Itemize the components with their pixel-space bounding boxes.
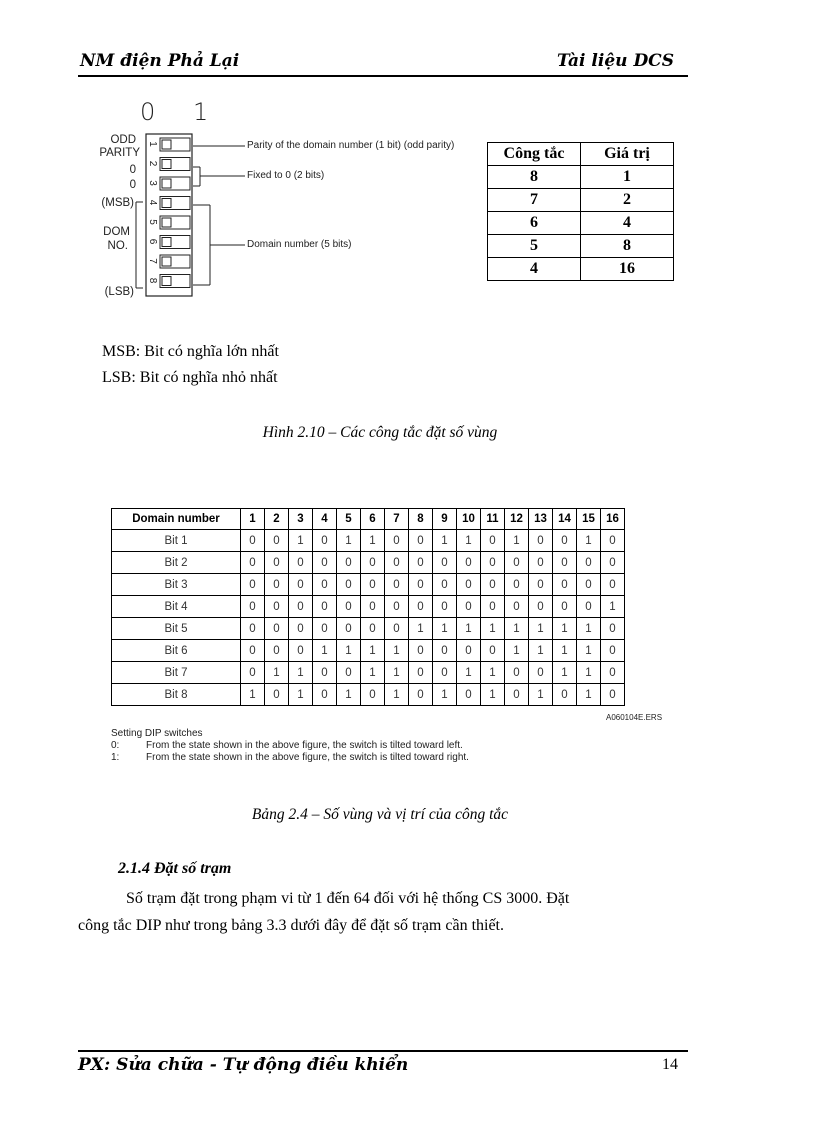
dip-switch-knob [162, 179, 171, 188]
dip-note-text-1: From the state shown in the above figure, the switch is tilted toward right. [146, 752, 469, 763]
bit-value-cell: 0 [577, 574, 601, 596]
bit-label: Bit 4 [112, 596, 241, 618]
bit-value-cell: 0 [385, 574, 409, 596]
bit-value-cell: 0 [505, 684, 529, 706]
domain-column-header: 10 [457, 509, 481, 530]
dip-note-key-0: 0: [111, 740, 120, 751]
table-row [112, 530, 625, 552]
bit-value-cell: 0 [241, 574, 265, 596]
bit-value-cell: 0 [241, 530, 265, 552]
value-cell: 8 [581, 235, 674, 258]
value-header-switch: Công tắc [488, 143, 581, 166]
dip-label-odd: ODD [110, 134, 136, 146]
bit-value-cell: 0 [601, 618, 625, 640]
domain-column-header: 1 [241, 509, 265, 530]
dip-switch-5 [147, 216, 190, 229]
footer-divider [78, 1050, 688, 1052]
dip-switch-number: 2 [147, 160, 158, 167]
bit-value-cell: 1 [553, 618, 577, 640]
bit-value-cell: 1 [361, 662, 385, 684]
bit-value-cell: 1 [361, 640, 385, 662]
bit-value-cell: 0 [601, 530, 625, 552]
table-row [488, 189, 674, 212]
dip-switch-knob [162, 218, 171, 227]
bit-value-cell: 1 [505, 530, 529, 552]
bit-value-cell: 0 [529, 596, 553, 618]
bit-value-cell: 1 [481, 618, 505, 640]
header-right: Tài liệu DCS [557, 51, 674, 71]
bit-value-cell: 0 [505, 552, 529, 574]
bit-value-cell: 0 [265, 552, 289, 574]
dip-switch-knob [162, 277, 171, 286]
domain-number-table [111, 508, 625, 706]
bit-label: Bit 7 [112, 662, 241, 684]
bit-value-cell: 0 [361, 596, 385, 618]
dip-label-zero-2: 0 [129, 179, 136, 191]
bit-value-cell: 0 [361, 574, 385, 596]
dip-label-parity: PARITY [99, 147, 140, 159]
domain-column-header: 7 [385, 509, 409, 530]
domain-column-header: 16 [601, 509, 625, 530]
bit-label: Bit 5 [112, 618, 241, 640]
fixed-annotation: Fixed to 0 (2 bits) [247, 170, 325, 181]
legend-msb: MSB: Bit có nghĩa lớn nhất [102, 343, 279, 360]
dip-note-key-1: 1: [111, 752, 120, 763]
bit-value-cell: 0 [457, 596, 481, 618]
dip-label-no: NO. [107, 240, 128, 252]
bit-value-cell: 0 [361, 684, 385, 706]
header-divider [78, 75, 688, 77]
bit-value-cell: 0 [409, 552, 433, 574]
bit-value-cell: 1 [529, 618, 553, 640]
bit-value-cell: 1 [577, 530, 601, 552]
table-row [112, 684, 625, 706]
dip-label-dom: DOM [103, 226, 130, 238]
figure-code: A060104E.ERS [606, 713, 663, 722]
bit-value-cell: 1 [337, 530, 361, 552]
footer-left: PX: Sửa chữa - Tự động điều khiển [78, 1055, 409, 1075]
bit-value-cell: 0 [409, 574, 433, 596]
dip-switch-graphic [90, 98, 470, 326]
bit-value-cell: 1 [337, 640, 361, 662]
bit-value-cell: 0 [241, 596, 265, 618]
domain-column-header: 6 [361, 509, 385, 530]
bit-value-cell: 0 [241, 662, 265, 684]
domain-column-header: 12 [505, 509, 529, 530]
dip-switch-number: 6 [147, 238, 158, 245]
bit-value-cell: 1 [433, 530, 457, 552]
bit-value-cell: 1 [577, 684, 601, 706]
bit-label: Bit 6 [112, 640, 241, 662]
bit-value-cell: 0 [457, 684, 481, 706]
bit-value-cell: 0 [409, 530, 433, 552]
domain-column-header: 2 [265, 509, 289, 530]
bit-value-cell: 0 [601, 684, 625, 706]
bit-value-cell: 0 [505, 574, 529, 596]
bit-value-cell: 1 [385, 684, 409, 706]
domain-column-header: 15 [577, 509, 601, 530]
bit-value-cell: 1 [361, 530, 385, 552]
bit-value-cell: 1 [553, 662, 577, 684]
bit-value-cell: 0 [433, 552, 457, 574]
bit-value-cell: 0 [409, 662, 433, 684]
bit-value-cell: 0 [241, 552, 265, 574]
bit-value-cell: 0 [553, 684, 577, 706]
value-switch-cell: 4 [488, 258, 581, 281]
dip-switch-number: 3 [147, 180, 158, 186]
bit-label: Bit 8 [112, 684, 241, 706]
bit-value-cell: 0 [265, 574, 289, 596]
bit-value-cell: 0 [265, 596, 289, 618]
bit-value-cell: 0 [241, 640, 265, 662]
table-row [488, 212, 674, 235]
bit-value-cell: 0 [313, 596, 337, 618]
bit-value-cell: 0 [337, 618, 361, 640]
bit-value-cell: 0 [385, 552, 409, 574]
bit-value-cell: 0 [577, 596, 601, 618]
dip-switch-number: 1 [147, 141, 158, 147]
table-caption: Bảng 2.4 – Số vùng và vị trí của công tắc [251, 806, 509, 823]
dip-note-text-0: From the state shown in the above figure, the switch is tilted toward left. [146, 740, 463, 751]
table-row [112, 640, 625, 662]
parity-annotation: Parity of the domain number (1 bit) (odd parity) [247, 140, 455, 151]
bit-value-cell: 1 [289, 662, 313, 684]
dip-switch-7 [147, 255, 190, 268]
value-switch-cell: 5 [488, 235, 581, 258]
bit-value-cell: 0 [313, 662, 337, 684]
figure-caption: Hình 2.10 – Các công tắc đặt số vùng [262, 424, 498, 441]
dip-top-number-1: 1 [193, 98, 209, 126]
domain-column-header: 14 [553, 509, 577, 530]
bit-value-cell: 1 [289, 530, 313, 552]
dip-switch-knob [162, 238, 171, 247]
bit-value-cell: 0 [433, 596, 457, 618]
dip-switch-4 [147, 197, 190, 210]
section-paragraph-line1: Số trạm đặt trong phạm vi từ 1 đến 64 đối với hệ thống CS 3000. Đặt [126, 890, 570, 907]
bit-value-cell: 0 [481, 552, 505, 574]
domain-column-header: 8 [409, 509, 433, 530]
bit-value-cell: 1 [457, 530, 481, 552]
dip-switch-knob [162, 160, 171, 169]
dip-label-msb: (MSB) [101, 197, 134, 209]
bit-value-cell: 1 [457, 662, 481, 684]
bit-value-cell: 0 [385, 530, 409, 552]
bit-value-cell: 1 [505, 618, 529, 640]
dip-switch-number: 8 [147, 277, 158, 284]
bit-value-cell: 0 [481, 574, 505, 596]
value-cell: 16 [581, 258, 674, 281]
bit-value-cell: 0 [385, 596, 409, 618]
bit-value-cell: 0 [313, 552, 337, 574]
bit-value-cell: 0 [289, 640, 313, 662]
bit-value-cell: 0 [601, 574, 625, 596]
bit-value-cell: 0 [601, 662, 625, 684]
dip-switch-6 [147, 236, 190, 249]
table-row [112, 552, 625, 574]
bit-value-cell: 1 [409, 618, 433, 640]
bit-value-cell: 0 [409, 640, 433, 662]
bit-value-cell: 0 [433, 574, 457, 596]
bit-value-cell: 0 [385, 618, 409, 640]
bit-label: Bit 3 [112, 574, 241, 596]
bit-value-cell: 1 [433, 618, 457, 640]
bit-value-cell: 0 [265, 618, 289, 640]
dip-setting-title: Setting DIP switches [111, 728, 203, 739]
domain-column-header: 9 [433, 509, 457, 530]
bit-value-cell: 0 [553, 596, 577, 618]
table-row [488, 258, 674, 281]
bit-value-cell: 0 [289, 596, 313, 618]
bit-value-cell: 1 [385, 662, 409, 684]
bit-value-cell: 1 [577, 640, 601, 662]
header-left: NM điện Phả Lại [80, 51, 240, 71]
table-row [488, 166, 674, 189]
table-row [112, 618, 625, 640]
bit-value-cell: 0 [553, 552, 577, 574]
bit-value-cell: 1 [433, 684, 457, 706]
bit-value-cell: 0 [457, 640, 481, 662]
bit-value-cell: 1 [505, 640, 529, 662]
domain-column-header: 3 [289, 509, 313, 530]
table-row [488, 235, 674, 258]
bit-value-cell: 0 [481, 530, 505, 552]
dip-switch-number: 5 [147, 219, 158, 225]
bit-value-cell: 1 [577, 618, 601, 640]
bit-value-cell: 1 [553, 640, 577, 662]
bit-value-cell: 0 [265, 684, 289, 706]
bit-value-cell: 1 [385, 640, 409, 662]
bit-value-cell: 0 [505, 662, 529, 684]
value-cell: 1 [581, 166, 674, 189]
bit-value-cell: 0 [457, 552, 481, 574]
bit-value-cell: 1 [577, 662, 601, 684]
domain-column-header: 13 [529, 509, 553, 530]
page-number: 14 [662, 1056, 678, 1073]
bit-value-cell: 0 [481, 596, 505, 618]
domain-table-header [112, 509, 625, 530]
section-paragraph-line2: công tắc DIP như trong bảng 3.3 dưới đây để đặt số trạm cần thiết. [78, 917, 504, 934]
bit-value-cell: 0 [361, 552, 385, 574]
domain-annotation: Domain number (5 bits) [247, 239, 352, 250]
bit-value-cell: 0 [553, 574, 577, 596]
table-row [112, 662, 625, 684]
value-cell: 4 [581, 212, 674, 235]
bit-value-cell: 1 [337, 684, 361, 706]
bit-value-cell: 0 [313, 574, 337, 596]
value-table-header [488, 143, 674, 166]
bit-value-cell: 0 [289, 552, 313, 574]
table-row [112, 596, 625, 618]
bit-value-cell: 1 [289, 684, 313, 706]
bit-value-cell: 0 [529, 530, 553, 552]
value-switch-cell: 6 [488, 212, 581, 235]
dip-switch-3 [147, 177, 190, 190]
bit-value-cell: 1 [481, 662, 505, 684]
bit-value-cell: 0 [505, 596, 529, 618]
bit-value-cell: 0 [361, 618, 385, 640]
bit-value-cell: 1 [265, 662, 289, 684]
legend-lsb: LSB: Bit có nghĩa nhỏ nhất [102, 369, 278, 386]
bit-value-cell: 0 [313, 684, 337, 706]
dip-switch-knob [162, 140, 171, 149]
bit-value-cell: 0 [289, 618, 313, 640]
value-header-value: Giá trị [581, 143, 674, 166]
bit-value-cell: 0 [313, 530, 337, 552]
dip-switch-number: 7 [147, 258, 158, 264]
bit-value-cell: 0 [553, 530, 577, 552]
dip-switch-knob [162, 199, 171, 208]
bit-value-cell: 1 [481, 684, 505, 706]
domain-number-header: Domain number [112, 509, 241, 530]
bit-value-cell: 1 [529, 684, 553, 706]
switch-value-table [487, 142, 674, 281]
dip-switch-2 [147, 158, 190, 171]
dip-switch-number: 4 [147, 199, 158, 206]
bit-value-cell: 1 [529, 640, 553, 662]
dip-switch-8 [147, 275, 190, 288]
value-cell: 2 [581, 189, 674, 212]
bit-label: Bit 2 [112, 552, 241, 574]
bit-value-cell: 0 [577, 552, 601, 574]
bit-value-cell: 1 [313, 640, 337, 662]
bit-value-cell: 0 [409, 596, 433, 618]
bit-value-cell: 0 [337, 596, 361, 618]
bit-value-cell: 0 [241, 618, 265, 640]
bit-value-cell: 0 [409, 684, 433, 706]
dip-switch-figure [90, 98, 470, 326]
value-switch-cell: 7 [488, 189, 581, 212]
bit-value-cell: 0 [337, 662, 361, 684]
dip-switch-1 [147, 138, 190, 151]
dip-top-number-0: 0 [140, 98, 156, 126]
bit-value-cell: 1 [601, 596, 625, 618]
section-title: 2.1.4 Đặt số trạm [118, 860, 232, 877]
dip-switch-knob [162, 257, 171, 266]
bit-value-cell: 0 [601, 552, 625, 574]
bit-value-cell: 0 [529, 662, 553, 684]
domain-column-header: 5 [337, 509, 361, 530]
bit-label: Bit 1 [112, 530, 241, 552]
bit-value-cell: 0 [265, 640, 289, 662]
bit-value-cell: 0 [433, 662, 457, 684]
bit-value-cell: 0 [529, 552, 553, 574]
bit-value-cell: 0 [601, 640, 625, 662]
bit-value-cell: 0 [433, 640, 457, 662]
domain-column-header: 4 [313, 509, 337, 530]
bit-value-cell: 1 [457, 618, 481, 640]
bit-value-cell: 0 [289, 574, 313, 596]
bit-value-cell: 0 [337, 552, 361, 574]
bit-value-cell: 0 [265, 530, 289, 552]
value-switch-cell: 8 [488, 166, 581, 189]
bit-value-cell: 1 [241, 684, 265, 706]
bit-value-cell: 0 [337, 574, 361, 596]
dip-label-lsb: (LSB) [104, 286, 134, 298]
bit-value-cell: 0 [457, 574, 481, 596]
bit-value-cell: 0 [529, 574, 553, 596]
dip-label-zero-1: 0 [129, 164, 136, 176]
bit-value-cell: 0 [481, 640, 505, 662]
table-row [112, 574, 625, 596]
bit-value-cell: 0 [313, 618, 337, 640]
domain-column-header: 11 [481, 509, 505, 530]
